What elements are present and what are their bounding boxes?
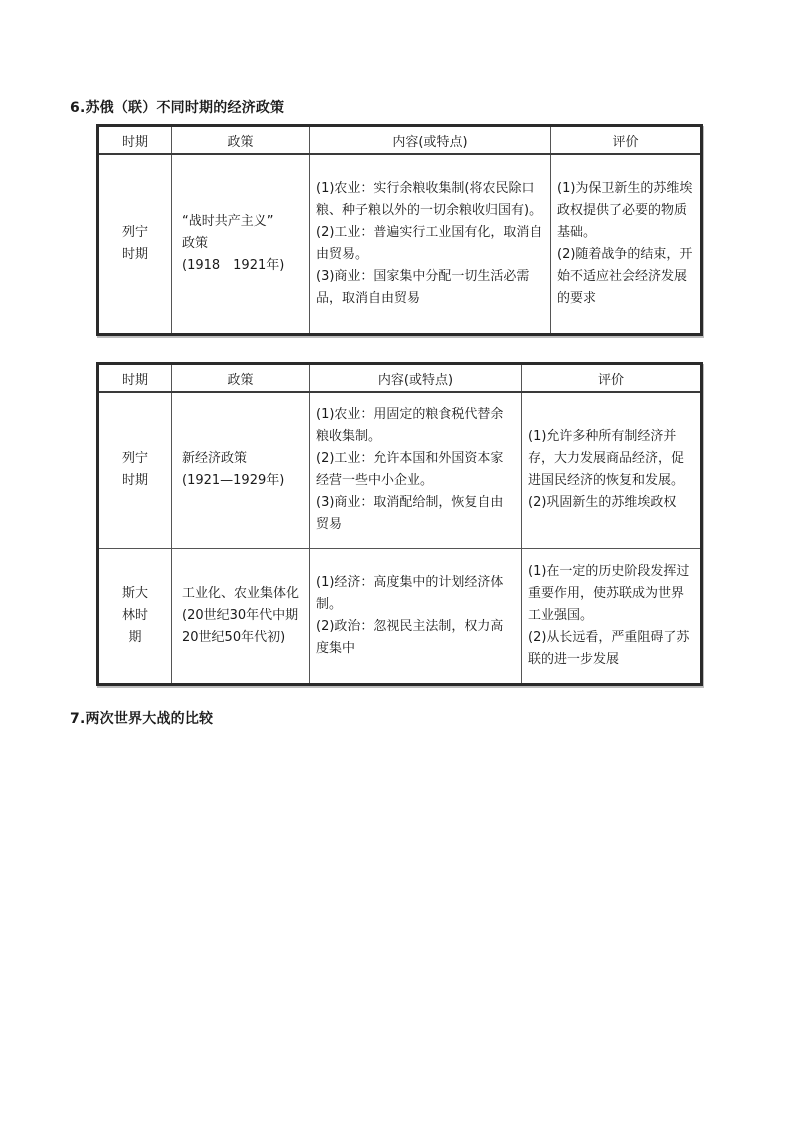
content-item: (2)政治：忽视民主法制，权力高度集中 — [316, 618, 504, 656]
content-item: (1)农业：用固定的粮食税代替余粮收集制。 — [316, 407, 504, 445]
period-cell: 列宁 时期 — [98, 154, 172, 334]
evaluation-item: (2)从长远看，严重阻碍了苏联的进一步发展 — [528, 629, 690, 667]
policy-line: (1921—1929年) — [182, 473, 285, 489]
header-period: 时期 — [98, 126, 172, 155]
content-cell — [310, 392, 522, 548]
policy-line: 政策 — [182, 235, 209, 251]
table-header-row — [98, 364, 702, 393]
policy-table-2 — [96, 362, 703, 686]
content-cell — [310, 154, 551, 334]
content-item: (3)商业：国家集中分配一切生活必需品，取消自由贸易 — [316, 268, 530, 306]
header-policy: 政策 — [172, 364, 310, 393]
table-row — [98, 392, 702, 548]
policy-line: (1918 1921年) — [182, 257, 285, 273]
period-cell: 列宁 时期 — [98, 392, 172, 548]
policy-cell — [172, 154, 310, 334]
evaluation-item: (1)允许多种所有制经济并存，大力发展商品经济，促进国民经济的恢复和发展。 — [528, 429, 685, 489]
policy-table-1 — [96, 124, 703, 336]
section-heading-7: 7.两次世界大战的比较 — [70, 711, 214, 727]
evaluation-cell — [522, 392, 702, 548]
period-cell: 斯大 林时 期 — [98, 548, 172, 684]
content-item: (2)工业：普遍实行工业国有化，取消自由贸易。 — [316, 224, 543, 262]
policy-line: 新经济政策 — [182, 451, 248, 467]
policy-cell — [172, 392, 310, 548]
header-policy: 政策 — [172, 126, 310, 155]
header-period: 时期 — [98, 364, 172, 393]
content-item: (3)商业：取消配给制，恢复自由贸易 — [316, 495, 504, 533]
evaluation-item: (1)为保卫新生的苏维埃政权提供了必要的物质基础。 — [557, 180, 693, 240]
table-header-row — [98, 126, 702, 155]
policy-line: “战时共产主义” — [182, 213, 274, 229]
policy-line: 工业化、农业集体化(20世纪30年代中期 20世纪50年代初) — [182, 585, 312, 645]
evaluation-item: (2)巩固新生的苏维埃政权 — [528, 495, 677, 511]
evaluation-item: (1)在一定的历史阶段发挥过重要作用，使苏联成为世界工业强国。 — [528, 563, 690, 623]
header-evaluation: 评价 — [522, 364, 702, 393]
evaluation-cell — [551, 154, 702, 334]
header-content: 内容(或特点) — [310, 364, 522, 393]
content-cell — [310, 548, 522, 684]
evaluation-item: (2)随着战争的结束，开始不适应社会经济发展的要求 — [557, 246, 693, 306]
content-item: (2)工业：允许本国和外国资本家经营一些中小企业。 — [316, 451, 504, 489]
section-heading-6: 6.苏俄（联）不同时期的经济政策 — [70, 100, 285, 116]
header-content: 内容(或特点) — [310, 126, 551, 155]
policy-cell — [172, 548, 310, 684]
header-evaluation: 评价 — [551, 126, 702, 155]
content-item: (1)农业：实行余粮收集制(将农民除口粮、种子粮以外的一切余粮收归国有)。 — [316, 180, 543, 218]
table-row — [98, 154, 702, 334]
content-item: (1)经济：高度集中的计划经济体制。 — [316, 574, 504, 612]
table-row — [98, 548, 702, 684]
evaluation-cell — [522, 548, 702, 684]
